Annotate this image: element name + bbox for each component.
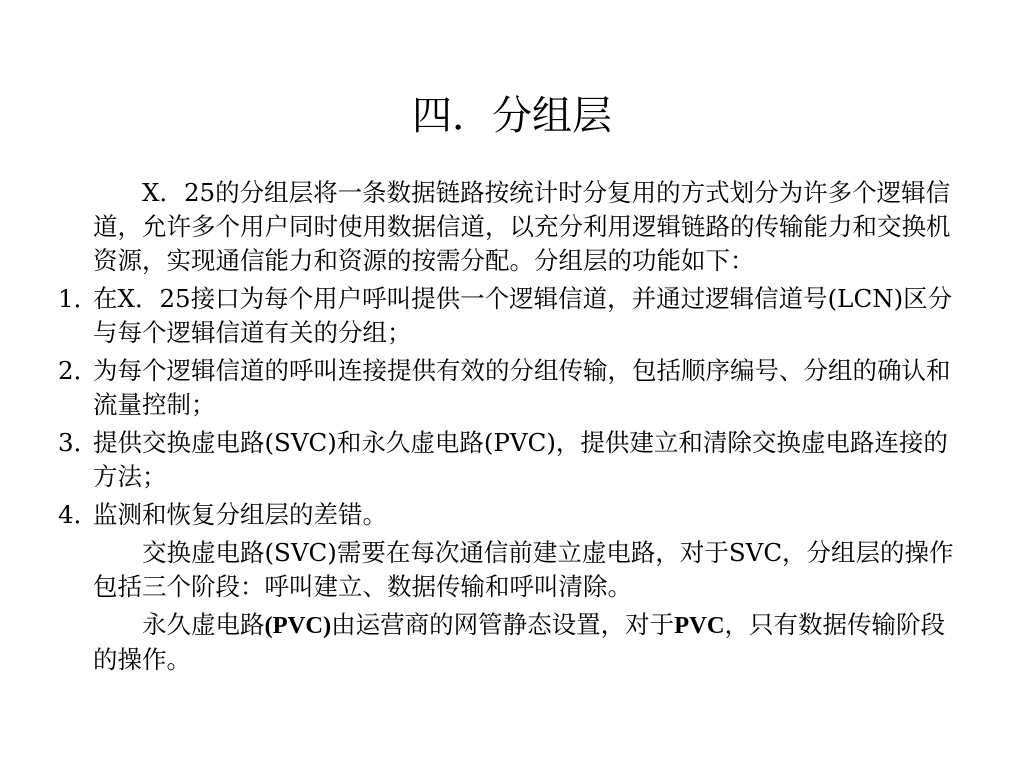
pvc-text-3: ，只有数据传输阶段的操作。 xyxy=(93,610,946,674)
function-text: 提供交换虚电路(SVC)和永久虚电路(PVC)，提供建立和清除交换虚电路连接的方法； xyxy=(93,428,948,491)
function-item-1 xyxy=(58,282,966,350)
function-number: 4． xyxy=(58,500,99,529)
slide-title: 四．分组层 xyxy=(412,93,612,139)
pvc-abbrev-2: PVC xyxy=(674,612,725,639)
function-item-3 xyxy=(58,426,966,494)
pvc-text-2: 由运营商的网管静态设置，对于 xyxy=(331,610,675,639)
function-text: 监测和恢复分组层的差错。 xyxy=(93,500,387,529)
function-text: 在X．25接口为每个用户呼叫提供一个逻辑信道，并通过逻辑信道号(LCN)区分与每个逻辑信道有关的分组； xyxy=(93,284,953,347)
pvc-abbrev-1: (PVC) xyxy=(264,612,332,639)
function-number: 3． xyxy=(58,428,99,457)
function-number: 2． xyxy=(58,356,99,385)
slide-body xyxy=(58,176,966,681)
function-text: 为每个逻辑信道的呼叫连接提供有效的分组传输，包括顺序编号、分组的确认和流量控制； xyxy=(93,356,951,419)
pvc-text-1: 永久虚电路 xyxy=(142,610,265,639)
function-item-4 xyxy=(58,498,966,532)
intro-paragraph: X．25的分组层将一条数据链路按统计时分复用的方式划分为许多个逻辑信道，允许多个用户同时使用数据信道，以充分利用逻辑链路的传输能力和交换机资源，实现通信能力和资源的按需分配。分组层的功能如下： xyxy=(93,178,951,275)
function-number: 1． xyxy=(58,284,99,313)
svc-paragraph: 交换虚电路(SVC)需要在每次通信前建立虚电路，对于SVC，分组层的操作包括三个阶段：呼叫建立、数据传输和呼叫清除。 xyxy=(93,538,954,601)
pvc-paragraph xyxy=(58,608,966,677)
function-item-2 xyxy=(58,354,966,422)
